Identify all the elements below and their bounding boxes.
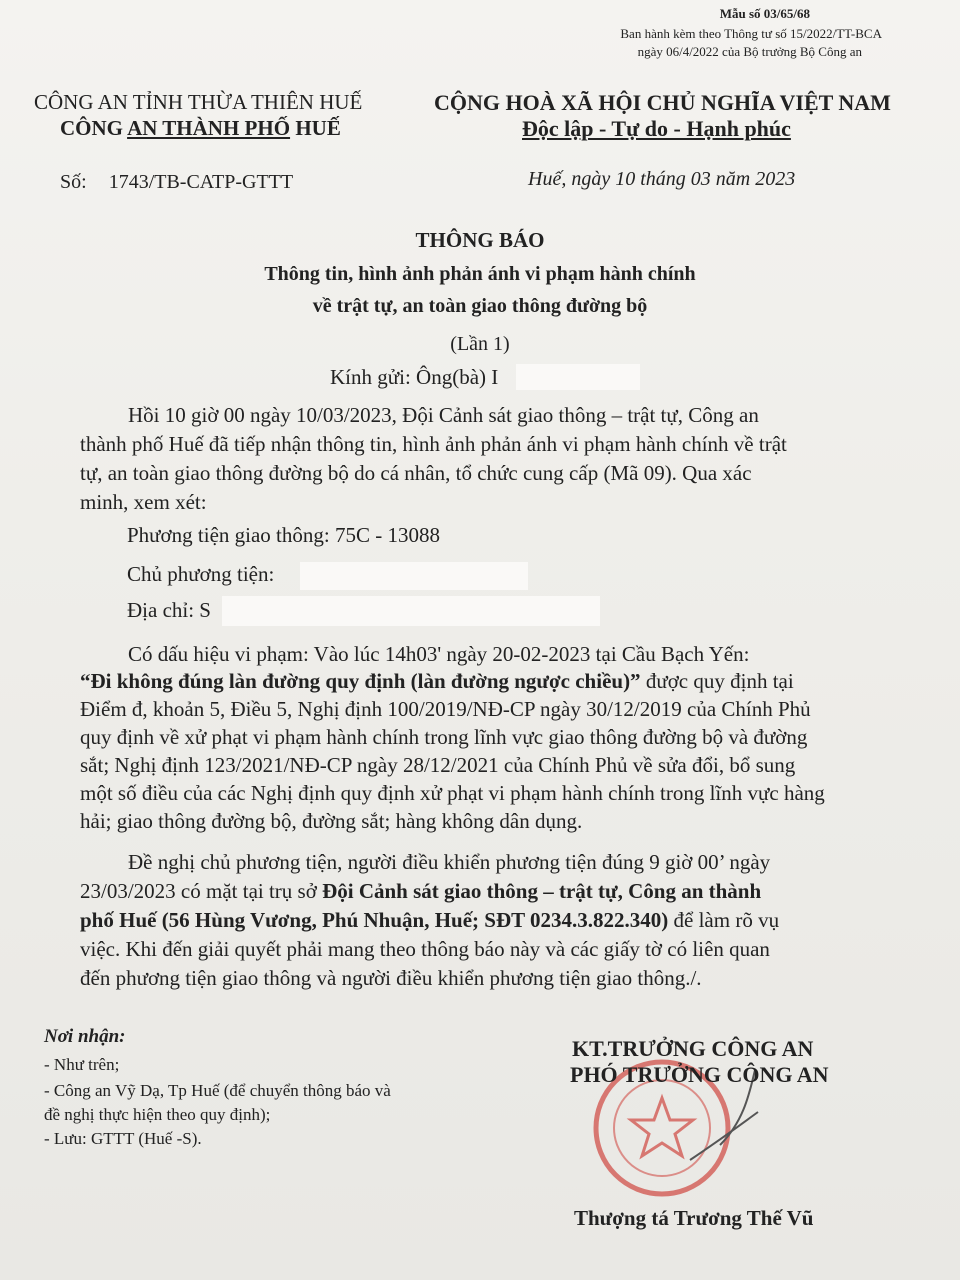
recipient-item: đề nghị thực hiện theo quy định); [44,1105,271,1124]
police-address: phố Huế (56 Hùng Vương, Phú Nhuận, Huế; SĐT 0234.3.822.340) [80,908,669,932]
text-line: Có dấu hiệu vi phạm: Vào lúc 14h03' ngày 20-02-2023 tại Cầu Bạch Yến: [128,642,750,666]
agency-text-post: HUẾ [290,116,341,140]
redaction-box [516,364,640,390]
text-line: hải; giao thông đường bộ, đường sắt; hàng không dân dụng. [80,809,583,833]
signature-authority-line1: KT.TRƯỞNG CÔNG AN [572,1036,814,1061]
text-line: Hồi 10 giờ 00 ngày 10/03/2023, Đội Cảnh sát giao thông – trật tự, Công an [128,403,759,427]
text-line: thành phố Huế đã tiếp nhận thông tin, hình ảnh phản ánh vi phạm hành chính về trật [80,432,787,456]
signer-name: Thượng tá Trương Thế Vũ [574,1206,814,1230]
text-line: việc. Khi đến giải quyết phải mang theo thông báo này và các giấy tờ có liên quan [80,937,770,961]
form-reference-line2: ngày 06/4/2022 của Bộ trưởng Bộ Công an [637,44,862,59]
document-subtitle-line2: về trật tự, an toàn giao thông đường bộ [312,295,648,317]
recipient-salutation: Kính gửi: Ông(bà) I [330,365,499,389]
text-line: một số điều của các Nghị định quy định xử phạt vi phạm hành chính trong lĩnh vực hàng [80,781,825,805]
text-line [80,667,794,696]
recipient-item: - Như trên; [44,1055,120,1074]
national-title: CỘNG HOÀ XÃ HỘI CHỦ NGHĨA VIỆT NAM [434,90,891,115]
document-number-value: 1743/TB-CATP-GTTT [108,171,294,193]
recipients-title: Nơi nhận: [44,1026,126,1047]
redaction-box [300,562,528,590]
police-unit: Đội Cảnh sát giao thông – trật tự, Công an thành [322,879,762,903]
text-line: tự, an toàn giao thông đường bộ do cá nhân, tổ chức cung cấp (Mã 09). Qua xác [80,461,752,485]
date-line: Huế, ngày 10 tháng 03 năm 2023 [528,168,796,190]
text-line [80,906,779,935]
document-subtitle-line1: Thông tin, hình ảnh phản ánh vi phạm hành chính [264,263,696,285]
recipient-item: - Lưu: GTTT (Huế -S). [44,1129,202,1148]
vehicle-owner: Chủ phương tiện: [127,562,275,586]
text-line: đến phương tiện giao thông và người điều khiển phương tiện giao thông./. [80,966,702,990]
issuing-agency [60,116,341,141]
form-number: Mẫu số 03/65/68 [719,6,810,21]
violation-text: được quy định tại [640,669,794,693]
violation-name: “Đi không đúng làn đường quy định (làn đường ngược chiều)” [80,669,641,693]
issuing-agency-parent: CÔNG AN TỈNH THỪA THIÊN HUẾ [34,90,363,114]
notice-round: (Lần 1) [450,333,510,355]
document-number [60,171,293,194]
text-line: minh, xem xét: [80,490,207,514]
redaction-box [222,596,600,626]
agency-text-underlined: AN THÀNH PHỐ [127,116,291,140]
owner-address: Địa chỉ: S [127,598,211,622]
text-line: quy định về xử phạt vi phạm hành chính trong lĩnh vực giao thông đường bộ và đường [80,725,808,749]
document-title: THÔNG BÁO [415,228,545,252]
agency-text-pre: CÔNG [60,116,128,140]
text-line: sắt; Nghị định 123/2021/NĐ-CP ngày 28/12/2021 của Chính Phủ về sửa đổi, bổ sung [80,753,796,777]
document-number-label: Số: [60,171,87,193]
form-reference-line1: Ban hành kèm theo Thông tư số 15/2022/TT-BCA [620,26,882,41]
request-text: 23/03/2023 có mặt tại trụ sở [80,879,323,903]
text-line: Điểm đ, khoản 5, Điều 5, Nghị định 100/2019/NĐ-CP ngày 30/12/2019 của Chính Phủ [80,697,811,721]
text-line [80,877,761,906]
vehicle-plate: Phương tiện giao thông: 75C - 13088 [127,523,440,547]
recipient-item: - Công an Vỹ Dạ, Tp Huế (để chuyển thông báo và [44,1081,391,1100]
text-line: Đề nghị chủ phương tiện, người điều khiển phương tiện đúng 9 giờ 00’ ngày [128,850,771,874]
request-text: để làm rõ vụ [668,908,780,932]
signature-authority-line2: PHÓ TRƯỞNG CÔNG AN [570,1062,829,1087]
national-motto: Độc lập - Tự do - Hạnh phúc [522,116,791,141]
